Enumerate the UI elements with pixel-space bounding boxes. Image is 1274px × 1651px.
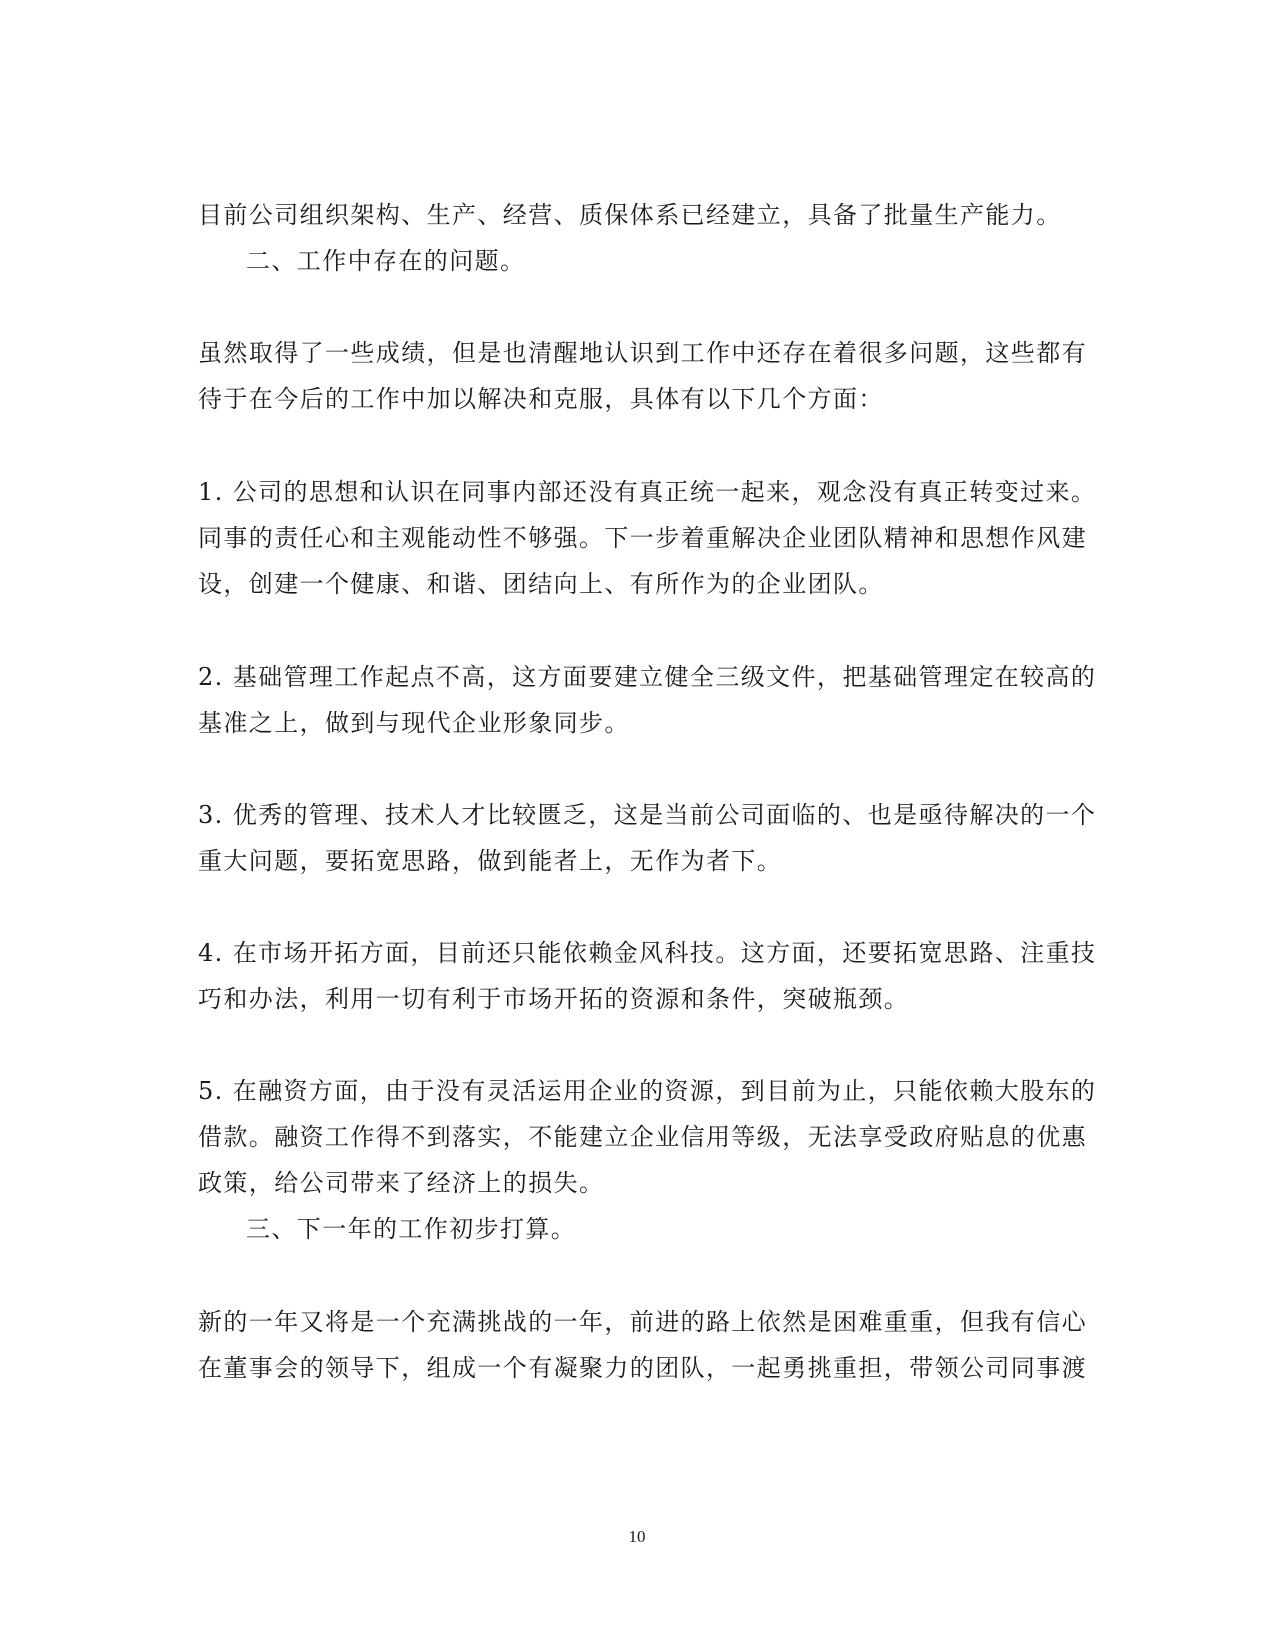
list-item-1-line: 设，创建一个健康、和谐、团结向上、有所作为的企业团队。 (198, 570, 884, 598)
list-item-5-line: 借款。融资工作得不到落实，不能建立企业信用等级，无法享受政府贴息的优惠 (198, 1123, 1087, 1151)
list-item-4-line: 巧和办法，利用一切有利于市场开拓的资源和条件，突破瓶颈。 (198, 985, 910, 1013)
paragraph-line: 目前公司组织架构、生产、经营、质保体系已经建立，具备了批量生产能力。 (198, 201, 1062, 229)
list-item-2-line: 基准之上，做到与现代企业形象同步。 (198, 709, 630, 737)
section-heading-plan: 三、下一年的工作初步打算。 (246, 1215, 577, 1243)
list-item-3-line: 3. 优秀的管理、技术人才比较匮乏，这是当前公司面临的、也是亟待解决的一个 (198, 801, 1097, 829)
list-item-3-line: 重大问题，要拓宽思路，做到能者上，无作为者下。 (198, 847, 783, 875)
paragraph-line: 待于在今后的工作中加以解决和克服，具体有以下几个方面： (198, 385, 884, 413)
page-number: 10 (628, 1527, 646, 1546)
list-item-2-line: 2. 基础管理工作起点不高，这方面要建立健全三级文件，把基础管理定在较高的 (198, 663, 1097, 691)
list-item-5-line: 政策，给公司带来了经济上的损失。 (198, 1169, 605, 1197)
paragraph-line: 新的一年又将是一个充满挑战的一年，前进的路上依然是困难重重，但我有信心 (198, 1308, 1087, 1336)
list-item-5-line: 5. 在融资方面，由于没有灵活运用企业的资源，到目前为止，只能依赖大股东的 (198, 1077, 1097, 1105)
paragraph-line: 虽然取得了一些成绩，但是也清醒地认识到工作中还存在着很多问题，这些都有 (198, 339, 1087, 367)
section-heading-problems: 二、工作中存在的问题。 (246, 247, 526, 275)
list-item-1-line: 同事的责任心和主观能动性不够强。下一步着重解决企业团队精神和思想作风建 (198, 524, 1087, 552)
list-item-4-line: 4. 在市场开拓方面，目前还只能依赖金风科技。这方面，还要拓宽思路、注重技 (198, 939, 1097, 967)
list-item-1-line: 1. 公司的思想和认识在同事内部还没有真正统一起来，观念没有真正转变过来。 (198, 478, 1097, 506)
paragraph-line: 在董事会的领导下，组成一个有凝聚力的团队，一起勇挑重担，带领公司同事渡 (198, 1354, 1087, 1382)
